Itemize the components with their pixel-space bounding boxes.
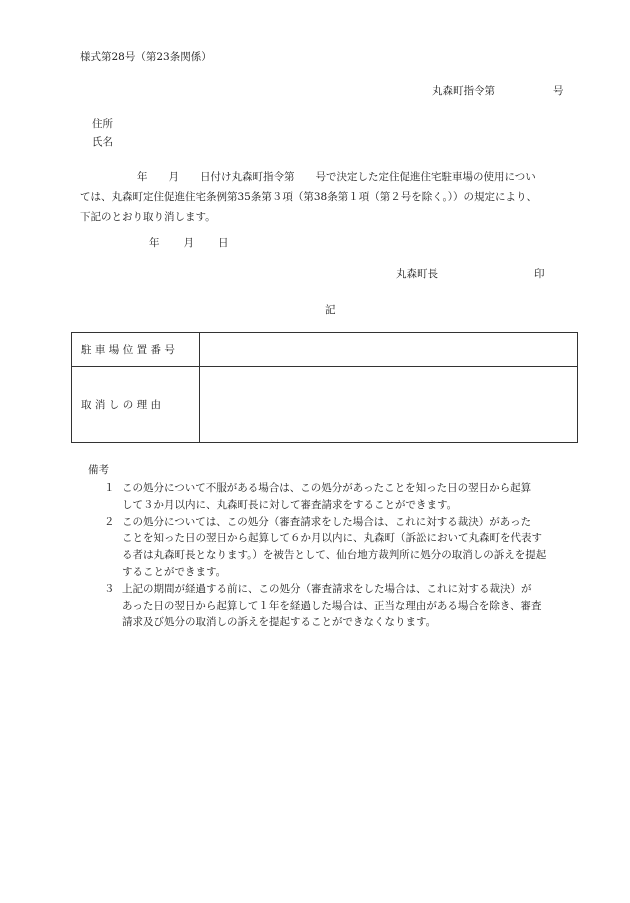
- body-line-2: ては、丸森町定住促進住宅条例第35条第３項（第38条第１項（第２号を除く。））の規定により、: [80, 191, 538, 203]
- remarks-list: [104, 480, 594, 631]
- remark-item-2-number: ２: [104, 515, 115, 528]
- remark-item-2-line-2: ことを知った日の翌日から起算して６か月以内に、丸森町（訴訟において丸森町を代表す: [122, 532, 542, 545]
- date-day: 日: [218, 237, 229, 249]
- remark-item-1-line-1: １ この処分について不服がある場合は、この処分があったことを知った日の翌日から起算: [104, 480, 594, 497]
- remarks-title: 備考: [88, 464, 109, 476]
- remark-item-3-line-1: ３ 上記の期間が経過する前に、この処分（審査請求をした場合は、これに対する裁決）が: [104, 581, 594, 598]
- body-line-3: 下記のとおり取り消します。: [80, 211, 216, 223]
- issuer: [396, 266, 545, 281]
- remark-item-3-number: ３: [104, 582, 115, 595]
- parking-number-label: 駐車場位置番号: [72, 333, 200, 367]
- date-month: 月: [183, 237, 194, 249]
- remark-item-2-line-3: る者は丸森町長となります。）を被告として、仙台地方裁判所に処分の取消しの訴えを提起: [122, 549, 547, 562]
- table-row: [72, 367, 578, 443]
- issue-date: [149, 235, 229, 250]
- remark-item-1-number: １: [104, 482, 115, 494]
- address-label: 住所: [92, 118, 113, 130]
- remark-item-3-line-2: あった日の翌日から起算して１年を経過した場合は、正当な理由がある場合を除き、審査: [122, 599, 542, 612]
- document-number-suffix: 号: [553, 85, 564, 97]
- details-table: [71, 332, 578, 443]
- seal-mark: 印: [534, 268, 545, 280]
- cancellation-notice-body: [80, 167, 588, 227]
- date-year: 年: [149, 237, 160, 249]
- remark-item-2-line-1: ２ この処分については、この処分（審査請求をした場合は、これに対する裁決）があった: [104, 514, 594, 531]
- document-number: [432, 83, 564, 98]
- cancellation-reason-label: 取消しの理由: [72, 367, 200, 443]
- table-row: [72, 333, 578, 367]
- document-number-prefix: 丸森町指令第: [432, 85, 495, 97]
- body-line-1: 年 月 日付け丸森町指令第 号で決定した定住促進住宅駐車場の使用につい: [137, 171, 536, 183]
- parking-number-value: [200, 333, 578, 367]
- remark-item-3-line-3: 請求及び処分の取消しの訴えを提起することができなくなります。: [122, 616, 437, 629]
- remark-item-2-line-4: することができます。: [122, 565, 227, 578]
- form-number: 様式第28号（第23条関係）: [80, 51, 212, 63]
- ki-heading: 記: [325, 304, 336, 316]
- name-label: 氏名: [92, 136, 113, 148]
- issuer-title: 丸森町長: [396, 268, 438, 280]
- remark-item-1-line-2: して３か月以内に、丸森町長に対して審査請求をすることができます。: [122, 498, 458, 511]
- cancellation-reason-value: [200, 367, 578, 443]
